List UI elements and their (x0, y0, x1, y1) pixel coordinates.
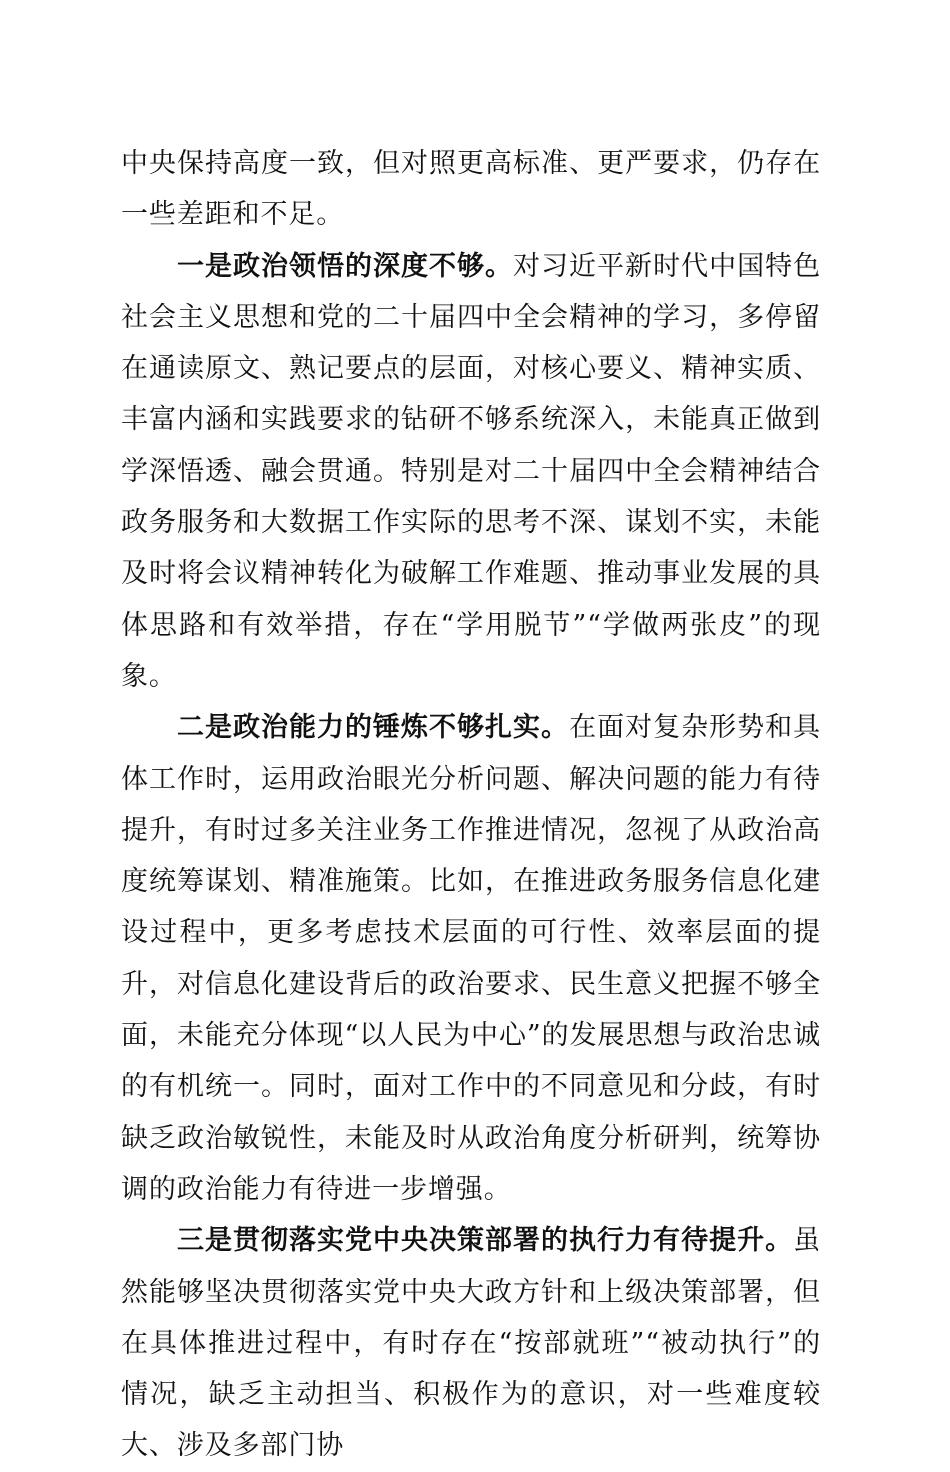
paragraph-text: 虽然能够坚决贯彻落实党中央大政方针和上级决策部署，但在具体推进过程中，有时存在“按部就班”“被动执行”的情况，缺乏主动担当、积极作为的意识，对一些难度较大、涉及多部门协 (121, 1225, 821, 1462)
paragraph-political-understanding (121, 241, 821, 703)
paragraph-text: 中央保持高度一致，但对照更高标准、更严要求，仍存在一些差距和不足。 (121, 148, 821, 231)
paragraph-political-capability (121, 702, 821, 1215)
paragraph-lead: 三是贯彻落实党中央决策部署的执行力有待提升。 (177, 1225, 794, 1257)
paragraph-text: 在面对复杂形势和具体工作时，运用政治眼光分析问题、解决问题的能力有待提升，有时过多关注业务工作推进情况，忽视了从政治高度统筹谋划、精准施策。比如，在推进政务服务信息化建设过程中，更多考虑技术层面的可行性、效率层面的提升，对信息化建设背后的政治要求、民生意义把握不够全面，未能充分体现“以人民为中心”的发展思想与政治忠诚的有机统一。同时，面对工作中的不同意见和分歧，有时缺乏政治敏锐性，未能及时从政治角度分析研判，统筹协调的政治能力有待进一步增强。 (121, 712, 821, 1205)
paragraph-text: 对习近平新时代中国特色社会主义思想和党的二十届四中全会精神的学习，多停留在通读原文、熟记要点的层面，对核心要义、精神实质、丰富内涵和实践要求的钻研不够系统深入，未能真正做到学深悟透、融会贯通。特别是对二十届四中全会精神结合政务服务和大数据工作实际的思考不深、谋划不实，未能及时将会议精神转化为破解工作难题、推动事业发展的具体思路和有效举措，存在“学用脱节”“学做两张皮”的现象。 (121, 250, 821, 692)
paragraph-continuation (121, 138, 821, 241)
document-body (121, 138, 821, 1472)
paragraph-execution (121, 1215, 821, 1471)
paragraph-lead: 二是政治能力的锤炼不够扎实。 (177, 712, 570, 744)
paragraph-lead: 一是政治领悟的深度不够。 (177, 250, 514, 282)
